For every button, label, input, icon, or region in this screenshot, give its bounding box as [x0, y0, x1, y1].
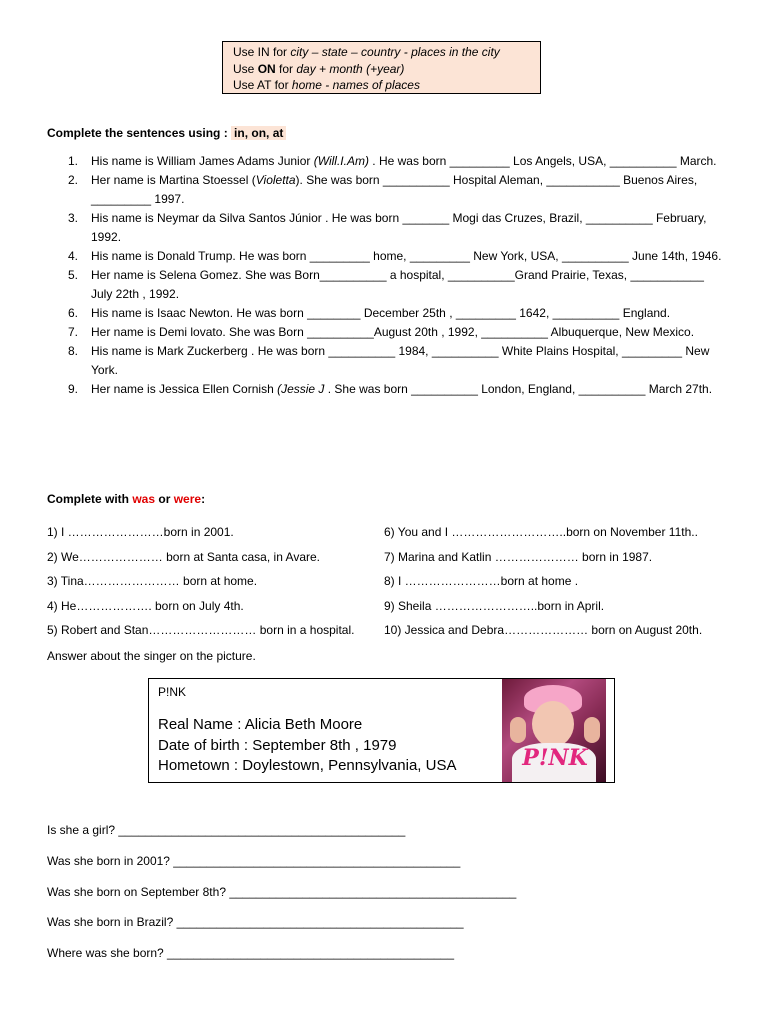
- photo-face: [532, 701, 574, 747]
- question-item: Was she born in Brazil? ___________________________________________: [47, 915, 464, 930]
- fill-item: 7) Marina and Katlin ………………… born in 1987.: [384, 549, 653, 564]
- sentence-item: [47, 171, 727, 209]
- sentence-number: 7.: [68, 325, 79, 339]
- real-name: Real Name : Alicia Beth Moore: [158, 716, 363, 733]
- fill-item: 2) We………………… born at Santa casa, in Avare.: [47, 549, 320, 564]
- question-item: Was she born in 2001? ___________________________________________: [47, 853, 461, 868]
- sentence-text: His name is Mark Zuckerberg . He was born __________ 1984, __________ White Plains Hospital, _________ New York.: [91, 344, 710, 377]
- hometown: Hometown : Doylestown, Pennsylvania, USA: [158, 757, 457, 774]
- section1-heading: Complete the sentences using : in, on, at: [47, 126, 286, 140]
- sentence-nickname: (Jessie J: [277, 382, 325, 396]
- sentence-text: His name is William James Adams Junior: [91, 154, 314, 168]
- fill-item: 5) Robert and Stan……………………… born in a hospital.: [47, 623, 355, 638]
- card-body: [158, 715, 456, 777]
- sentence-number: 3.: [68, 211, 79, 225]
- sentence-number: 8.: [68, 344, 79, 358]
- sentence-item: [47, 380, 727, 399]
- sentence-nickname: Violetta: [255, 173, 296, 187]
- singer-card: [148, 678, 615, 783]
- answer-prompt: Answer about the singer on the picture.: [47, 649, 256, 663]
- question-item: Was she born on September 8th? ___________________________________________: [47, 884, 517, 899]
- fill-left-column: [47, 520, 354, 643]
- fill-item: 8) I ……………………born at home .: [384, 574, 579, 589]
- date-of-birth: Date of birth : September 8th , 1979: [158, 736, 397, 754]
- sentence-text: His name is Neymar da Silva Santos Júnior . He was born _______ Mogi das Cruzes, Brazil, __________ February, 1992.: [91, 211, 707, 244]
- fill-item: 9) Sheila ……………………..born in April.: [384, 598, 605, 613]
- sentence-text: Her name is Jessica Ellen Cornish: [91, 382, 278, 396]
- sentence-number: 5.: [68, 268, 79, 282]
- sentence-item: [47, 152, 727, 171]
- fill-item: 4) He………………. born on July 4th.: [47, 598, 244, 613]
- photo-thumb-left: [510, 717, 526, 743]
- sentence-item: [47, 209, 727, 247]
- section1-words: in, on, at: [231, 126, 286, 140]
- section2-heading: Complete with was or were:: [47, 492, 206, 506]
- fill-item: 3) Tina…………………… born at home.: [47, 574, 258, 589]
- sentence-item: [47, 247, 727, 266]
- rule-at: Use AT for home - names of places: [233, 78, 420, 92]
- sentence-text-rest: ). She was born __________ Hospital Aleman, ___________ Buenos Aires, _________ 1997.: [91, 173, 698, 206]
- sentence-text: His name is Donald Trump. He was born _________ home, _________ New York, USA, __________ June 14th, 1946.: [91, 249, 722, 263]
- sentence-item: [47, 342, 727, 380]
- card-title: P!NK: [158, 685, 187, 699]
- sentence-item: [47, 304, 727, 323]
- singer-photo: [502, 679, 606, 782]
- sentence-text: Her name is Selena Gomez. She was Born__________ a hospital, __________Grand Prairie, Texas, ___________ July 22th , 1992.: [91, 268, 704, 301]
- sentence-number: 9.: [68, 382, 79, 396]
- sentence-number: 2.: [68, 173, 79, 187]
- sentence-text-rest: . She was born __________ London, England, __________ March 27th.: [324, 382, 713, 396]
- sentence-number: 4.: [68, 249, 79, 263]
- fill-right-column: [384, 520, 702, 643]
- rule-in: Use IN for city – state – country - places in the city: [233, 45, 500, 59]
- sentence-item: [47, 323, 727, 342]
- photo-thumb-right: [584, 717, 600, 743]
- sentence-item: [47, 266, 727, 304]
- sentence-text-rest: . He was born _________ Los Angels, USA, __________ March.: [368, 154, 717, 168]
- rule-on: Use ON for day + month (+year): [233, 61, 405, 76]
- sentence-list: [47, 152, 727, 399]
- rules-box: [222, 41, 541, 94]
- sentence-number: 1.: [68, 154, 79, 168]
- question-item: Is she a girl? ___________________________________________: [47, 823, 406, 837]
- sentence-text: His name is Isaac Newton. He was born ________ December 25th , _________ 1642, __________ England.: [91, 306, 671, 320]
- fill-item: 6) You and I ………………………..born on November 11th..: [384, 525, 698, 539]
- sentence-nickname: (Will.I.Am): [313, 154, 369, 168]
- fill-item: 1) I ……………………born in 2001.: [47, 525, 234, 539]
- sentence-text: Her name is Martina Stoessel (: [91, 173, 256, 187]
- photo-logo: P!NK: [522, 745, 588, 771]
- question-item: Where was she born? ___________________________________________: [47, 946, 455, 961]
- sentence-text: Her name is Demi lovato. She was Born __________August 20th , 1992, __________ Albuquerque, New Mexico.: [91, 325, 695, 339]
- sentence-number: 6.: [68, 306, 79, 320]
- fill-item: 10) Jessica and Debra………………… born on August 20th.: [384, 623, 703, 638]
- question-list: [47, 815, 516, 969]
